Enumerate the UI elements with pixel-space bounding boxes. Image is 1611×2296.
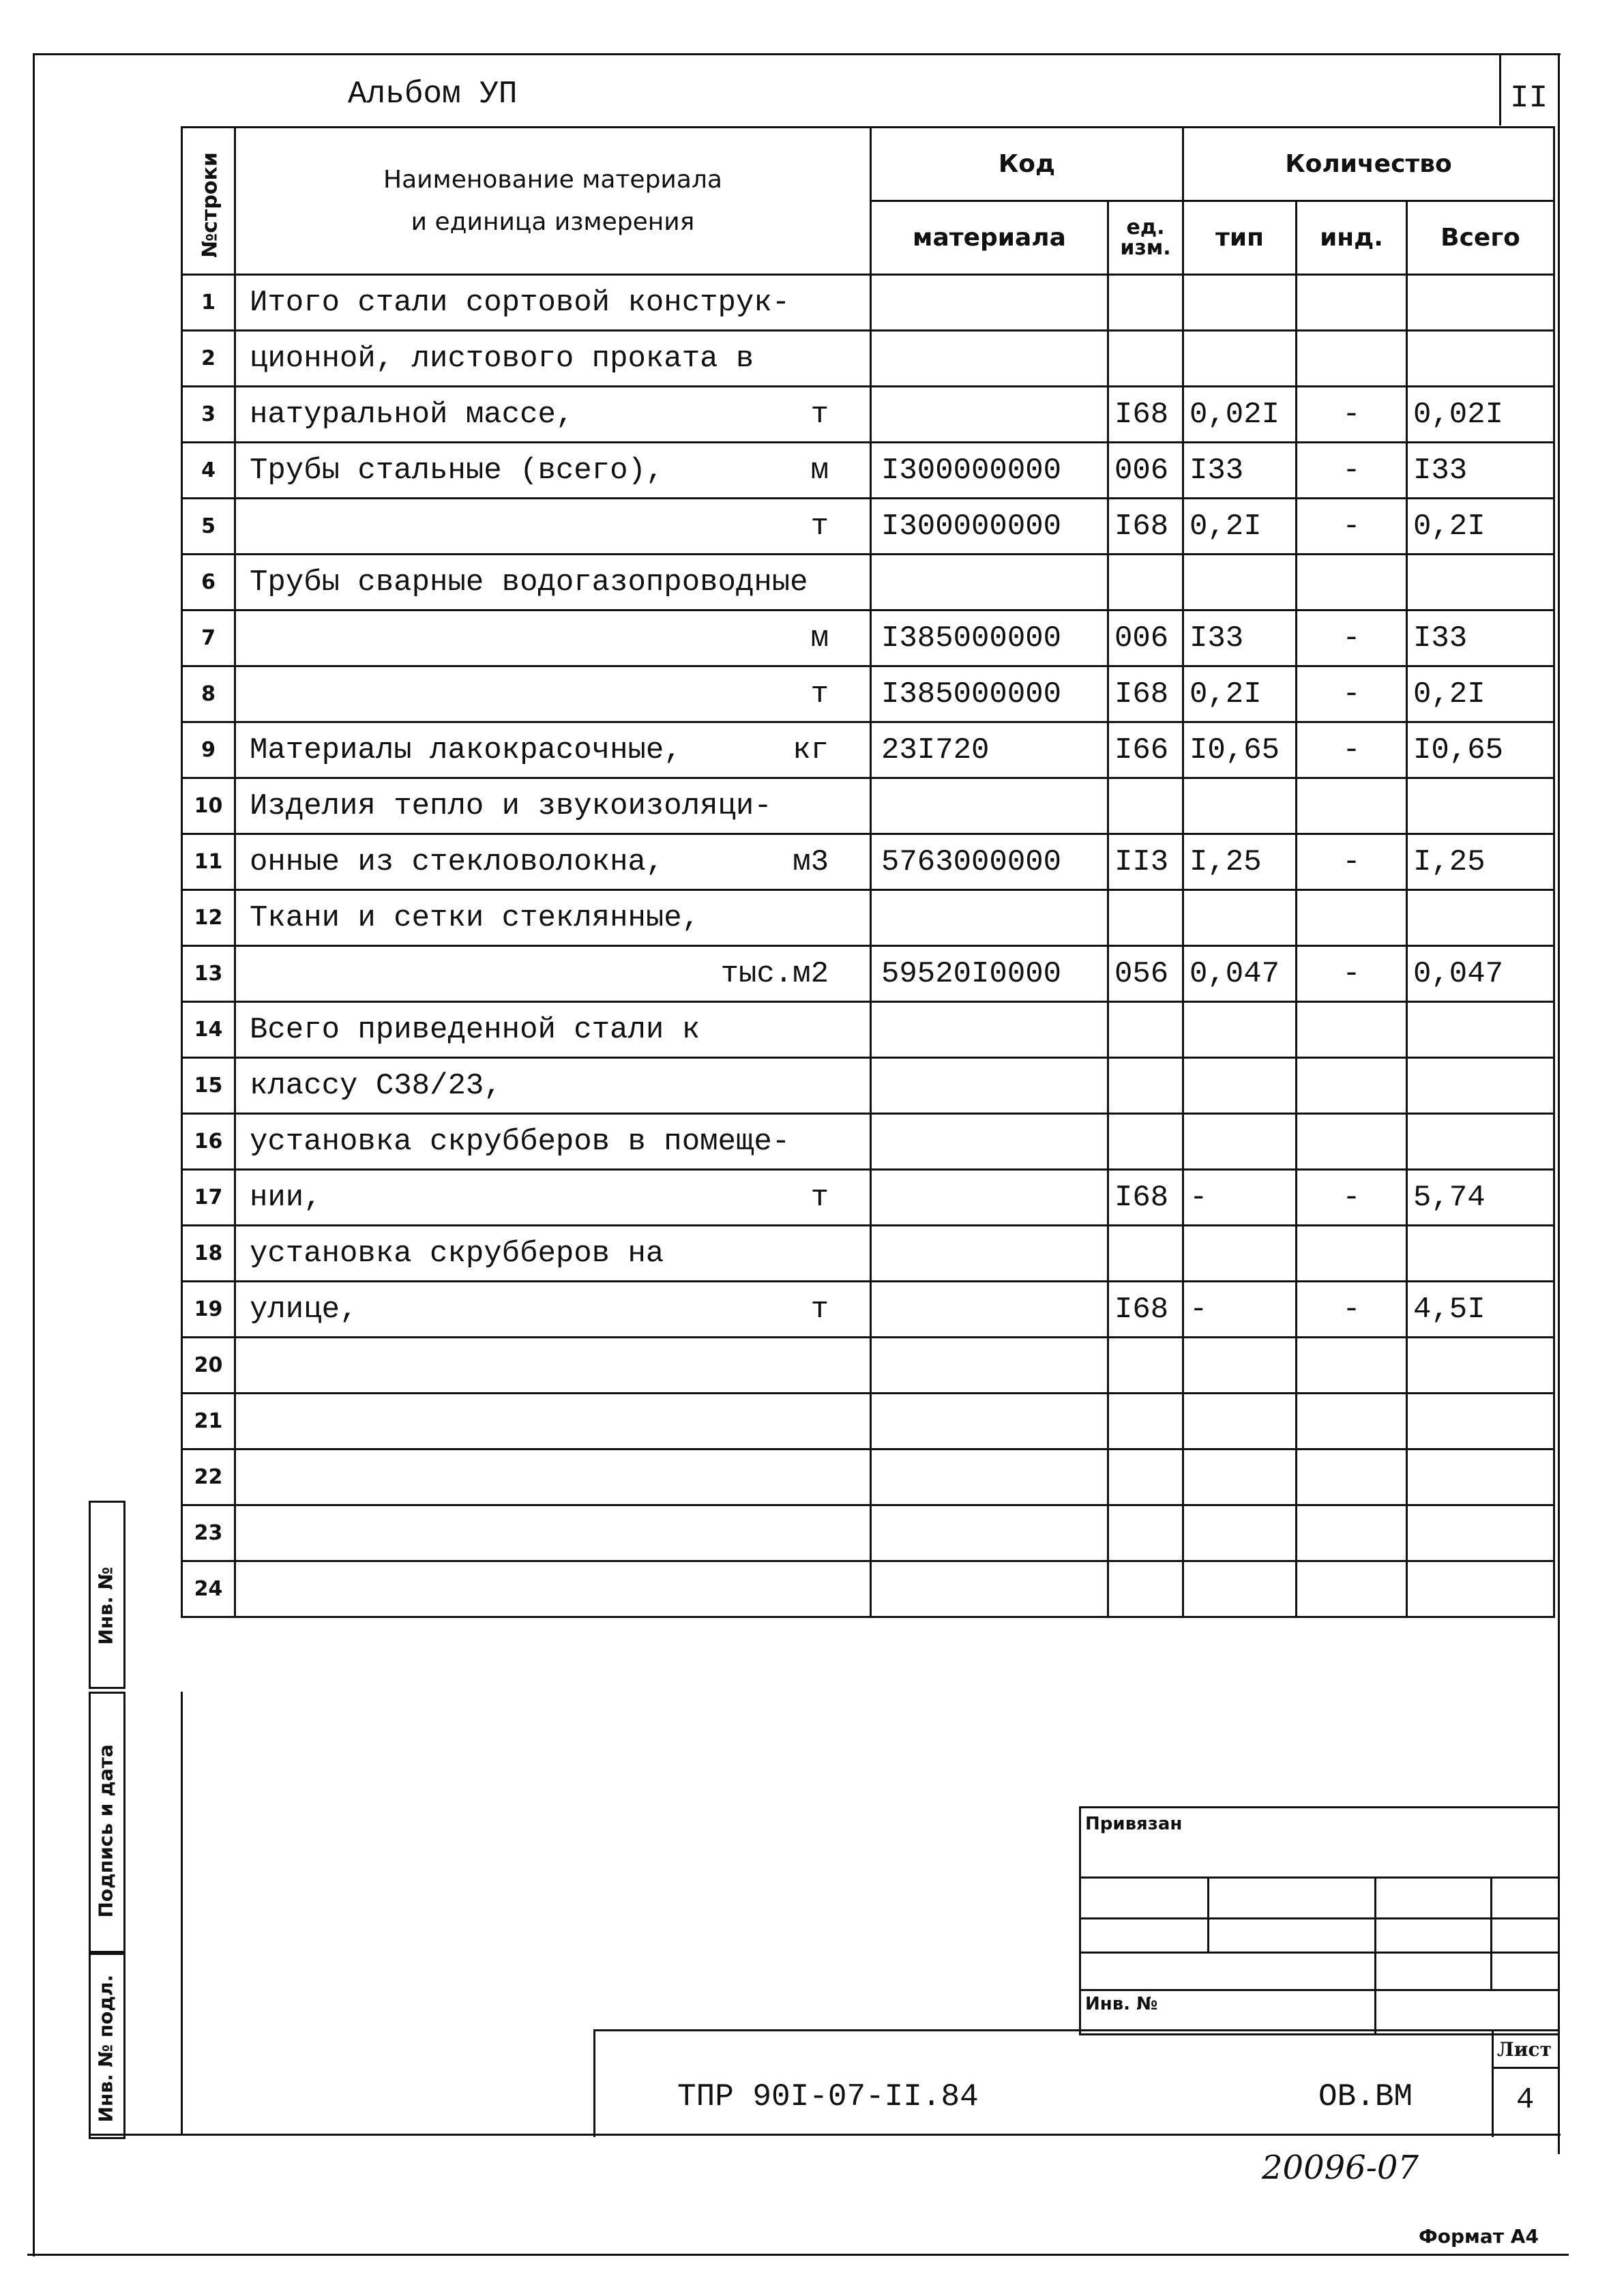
unit-text: т (810, 509, 829, 544)
qty-ind-cell: - (1297, 1282, 1407, 1338)
table-row (182, 890, 1554, 946)
privyazan-inv-label: Инв. № (1085, 1994, 1158, 2014)
qty-type-cell: 0,047 (1183, 946, 1297, 1002)
qty-total-cell (1407, 1338, 1554, 1394)
row-number-cell: 19 (182, 1282, 235, 1338)
row-number-cell: 7 (182, 610, 235, 666)
unit-text: т (810, 1180, 829, 1215)
unit-code-cell (1108, 1338, 1183, 1394)
material-name-cell (235, 331, 871, 387)
table-row (182, 443, 1554, 499)
frame-bottom-line (27, 2254, 1569, 2256)
table-row (182, 1449, 1554, 1505)
table-row (182, 1170, 1554, 1226)
material-name-text: натуральной массе, (250, 397, 574, 432)
side-inv-orig-label: Инв. № подл. (94, 1974, 117, 2123)
qty-total-cell: 0,2I (1407, 666, 1554, 722)
table-row (182, 1002, 1554, 1058)
material-code-cell (871, 1561, 1108, 1617)
row-number-header: №строки (182, 128, 235, 275)
material-name-text: Трубы сварные водогазопроводные (250, 565, 808, 600)
qty-ind-cell (1297, 1505, 1407, 1561)
qty-ind-cell (1297, 1114, 1407, 1170)
unit-code-cell (1108, 1058, 1183, 1114)
qty-total-cell (1407, 1002, 1554, 1058)
unit-text: т (810, 397, 829, 432)
table-row (182, 1561, 1554, 1617)
qty-total-cell (1407, 1505, 1554, 1561)
sheet-number: 4 (1516, 2083, 1535, 2117)
qty-type-cell: - (1183, 1170, 1297, 1226)
qty-ind-cell: - (1297, 387, 1407, 443)
code-unit-header: ед. изм. (1108, 201, 1183, 275)
qty-total-cell: 5,74 (1407, 1170, 1554, 1226)
frame-top-line (33, 53, 1561, 55)
qty-ind-cell: - (1297, 443, 1407, 499)
sheet-label: Лист (1497, 2038, 1552, 2061)
qty-type-cell (1183, 778, 1297, 834)
row-number-cell: 21 (182, 1394, 235, 1449)
unit-code-cell: 006 (1108, 443, 1183, 499)
unit-code-cell (1108, 778, 1183, 834)
unit-code-cell: I68 (1108, 1282, 1183, 1338)
row-number-cell: 1 (182, 275, 235, 331)
qty-total-cell (1407, 890, 1554, 946)
material-name-cell (235, 1058, 871, 1114)
table-row (182, 1226, 1554, 1282)
materials-table (181, 126, 1555, 1618)
privyazan-hline-2 (1081, 1917, 1560, 1919)
qty-type-cell (1183, 331, 1297, 387)
material-name-cell (235, 1449, 871, 1505)
qty-total-cell (1407, 778, 1554, 834)
material-code-cell (871, 1394, 1108, 1449)
qty-ind-cell: - (1297, 666, 1407, 722)
material-code-cell (871, 1226, 1108, 1282)
row-number-cell: 11 (182, 834, 235, 890)
material-code-cell: 5763000000 (871, 834, 1108, 890)
material-name-cell (235, 834, 871, 890)
code-material-header: материала (871, 201, 1108, 275)
side-signature-label: Подпись и дата (94, 1744, 117, 1918)
qty-ind-cell (1297, 890, 1407, 946)
material-name-cell (235, 1002, 871, 1058)
qty-type-cell (1183, 1226, 1297, 1282)
material-name-text: ционной, листового проката в (250, 341, 754, 376)
material-code-cell (871, 387, 1108, 443)
material-code-cell: I300000000 (871, 443, 1108, 499)
material-code-cell (871, 1058, 1108, 1114)
qty-ind-cell (1297, 275, 1407, 331)
material-name-cell (235, 1338, 871, 1394)
side-inv-label: Инв. № (94, 1566, 117, 1645)
material-name-cell (235, 1394, 871, 1449)
qty-ind-cell: - (1297, 722, 1407, 778)
qty-ind-header: инд. (1297, 201, 1407, 275)
qty-type-cell (1183, 1058, 1297, 1114)
code-group-header: Код (871, 128, 1183, 201)
unit-code-cell: I68 (1108, 666, 1183, 722)
row-number-cell: 8 (182, 666, 235, 722)
unit-code-cell (1108, 890, 1183, 946)
table-row (182, 666, 1554, 722)
privyazan-hline-1 (1081, 1876, 1560, 1879)
material-name-cell (235, 555, 871, 610)
unit-code-cell (1108, 1226, 1183, 1282)
qty-ind-cell (1297, 1338, 1407, 1394)
unit-code-cell (1108, 1561, 1183, 1617)
material-code-cell: I300000000 (871, 499, 1108, 555)
material-name-text: Ткани и сетки стеклянные, (250, 900, 700, 935)
table-row (182, 610, 1554, 666)
qty-total-cell: I33 (1407, 610, 1554, 666)
qty-type-cell (1183, 890, 1297, 946)
unit-code-cell (1108, 1114, 1183, 1170)
material-name-cell (235, 610, 871, 666)
unit-code-cell: 056 (1108, 946, 1183, 1002)
qty-total-cell: 0,047 (1407, 946, 1554, 1002)
material-name-cell (235, 890, 871, 946)
qty-total-cell (1407, 1561, 1554, 1617)
table-row (182, 1058, 1554, 1114)
unit-code-cell: I68 (1108, 499, 1183, 555)
material-code-cell (871, 1505, 1108, 1561)
material-name-cell (235, 1114, 871, 1170)
material-name-text: Материалы лакокрасочные, (250, 733, 682, 767)
material-code-cell (871, 331, 1108, 387)
qty-type-cell: I0,65 (1183, 722, 1297, 778)
material-name-text: онные из стекловолокна, (250, 844, 664, 879)
sheet-box-left (1492, 2031, 1494, 2137)
table-row (182, 499, 1554, 555)
table-row (182, 778, 1554, 834)
qty-type-cell: - (1183, 1282, 1297, 1338)
material-name-text: классу С38/23, (250, 1068, 502, 1103)
material-name-text: Трубы стальные (всего), (250, 453, 664, 488)
page-corner-number: II (1510, 80, 1548, 116)
row-number-cell: 3 (182, 387, 235, 443)
material-code-cell (871, 1282, 1108, 1338)
qty-total-cell (1407, 555, 1554, 610)
qty-type-cell (1183, 1394, 1297, 1449)
qty-total-cell (1407, 1058, 1554, 1114)
material-code-cell (871, 1114, 1108, 1170)
qty-ind-cell (1297, 1394, 1407, 1449)
qty-type-cell (1183, 1002, 1297, 1058)
material-name-cell (235, 499, 871, 555)
privyazan-hline-4 (1081, 1989, 1560, 1991)
privyazan-label: Привязан (1085, 1814, 1183, 1834)
unit-code-cell (1108, 1394, 1183, 1449)
material-name-cell (235, 1505, 871, 1561)
material-name-cell (235, 778, 871, 834)
row-number-cell: 13 (182, 946, 235, 1002)
qty-type-cell (1183, 1561, 1297, 1617)
qty-type-cell: I33 (1183, 443, 1297, 499)
material-code-cell (871, 1002, 1108, 1058)
table-row (182, 946, 1554, 1002)
qty-type-cell: I33 (1183, 610, 1297, 666)
qty-type-cell: 0,2I (1183, 666, 1297, 722)
unit-code-cell (1108, 1449, 1183, 1505)
qty-total-cell: I0,65 (1407, 722, 1554, 778)
unit-code-cell (1108, 1002, 1183, 1058)
table-row (182, 834, 1554, 890)
material-name-text: установка скрубберов на (250, 1236, 664, 1271)
title-block (593, 2029, 1560, 2137)
unit-text: м (810, 621, 829, 656)
qty-total-cell: 0,2I (1407, 499, 1554, 555)
table-row (182, 331, 1554, 387)
material-code-cell (871, 1449, 1108, 1505)
material-code-cell: 23I720 (871, 722, 1108, 778)
material-name-cell (235, 1226, 871, 1282)
qty-ind-cell (1297, 1561, 1407, 1617)
row-number-cell: 4 (182, 443, 235, 499)
table-row (182, 555, 1554, 610)
qty-type-cell (1183, 555, 1297, 610)
qty-ind-cell (1297, 1058, 1407, 1114)
material-name-text: нии, (250, 1180, 322, 1215)
qty-ind-cell (1297, 1002, 1407, 1058)
material-name-cell (235, 1170, 871, 1226)
privyazan-vline-2 (1374, 1876, 1376, 2033)
unit-code-cell: I68 (1108, 1170, 1183, 1226)
qty-type-cell: 0,02I (1183, 387, 1297, 443)
row-number-cell: 6 (182, 555, 235, 610)
qty-type-header: тип (1183, 201, 1297, 275)
qty-ind-cell (1297, 1449, 1407, 1505)
material-name-text: Итого стали сортовой конструк- (250, 285, 790, 320)
material-name-cell (235, 1561, 871, 1617)
qty-type-cell: I,25 (1183, 834, 1297, 890)
row-number-cell: 20 (182, 1338, 235, 1394)
unit-text: т (810, 677, 829, 711)
qty-ind-cell (1297, 331, 1407, 387)
qty-total-cell (1407, 1449, 1554, 1505)
unit-text: м (810, 453, 829, 488)
qty-total-cell: 0,02I (1407, 387, 1554, 443)
qty-total-cell (1407, 1114, 1554, 1170)
material-name-header: Наименование материала и единица измерения (235, 128, 871, 275)
qty-total-header: Всего (1407, 201, 1554, 275)
table-row (182, 1282, 1554, 1338)
material-code-cell (871, 1338, 1108, 1394)
row-number-cell: 22 (182, 1449, 235, 1505)
privyazan-hline-3 (1081, 1952, 1560, 1954)
row-number-cell: 9 (182, 722, 235, 778)
table-row (182, 275, 1554, 331)
table-row (182, 722, 1554, 778)
doc-suffix: ОВ.ВМ (1318, 2079, 1413, 2115)
row-number-cell: 17 (182, 1170, 235, 1226)
material-name-text: Всего приведенной стали к (250, 1012, 700, 1047)
material-name-text: установка скрубберов в помеще- (250, 1124, 790, 1159)
unit-code-cell (1108, 1505, 1183, 1561)
qty-type-cell: 0,2I (1183, 499, 1297, 555)
table-row (182, 387, 1554, 443)
qty-total-cell (1407, 1394, 1554, 1449)
unit-code-cell (1108, 275, 1183, 331)
privyazan-vline-1 (1207, 1876, 1209, 1952)
row-number-cell: 14 (182, 1002, 235, 1058)
frame-left-line (33, 53, 35, 2256)
qty-type-cell (1183, 1449, 1297, 1505)
qty-total-cell: I,25 (1407, 834, 1554, 890)
format-label: Формат А4 (1419, 2225, 1539, 2248)
unit-code-cell (1108, 555, 1183, 610)
sheet-box-divider (1492, 2067, 1560, 2069)
unit-text: кг (793, 733, 829, 767)
material-name-cell (235, 275, 871, 331)
qty-type-cell (1183, 1338, 1297, 1394)
material-name-text: улице, (250, 1292, 358, 1327)
album-title: Альбом УП (348, 76, 518, 112)
row-number-cell: 15 (182, 1058, 235, 1114)
unit-code-cell: 006 (1108, 610, 1183, 666)
qty-type-cell (1183, 1114, 1297, 1170)
qty-total-cell (1407, 275, 1554, 331)
material-name-cell (235, 946, 871, 1002)
qty-ind-cell: - (1297, 946, 1407, 1002)
row-number-cell: 5 (182, 499, 235, 555)
row-number-cell: 24 (182, 1561, 235, 1617)
unit-code-cell: II3 (1108, 834, 1183, 890)
material-code-cell: 59520I0000 (871, 946, 1108, 1002)
qty-ind-cell: - (1297, 834, 1407, 890)
row-number-cell: 23 (182, 1505, 235, 1561)
qty-ind-cell (1297, 778, 1407, 834)
material-name-cell (235, 666, 871, 722)
unit-code-cell: I66 (1108, 722, 1183, 778)
handwritten-number: 20096-07 (1262, 2149, 1419, 2187)
row-number-cell: 16 (182, 1114, 235, 1170)
row-number-cell: 18 (182, 1226, 235, 1282)
material-code-cell (871, 890, 1108, 946)
material-name-cell (235, 387, 871, 443)
material-code-cell (871, 555, 1108, 610)
unit-code-cell: I68 (1108, 387, 1183, 443)
privyazan-block (1079, 1806, 1560, 2035)
doc-code: ТПР 90I-07-II.84 (677, 2079, 979, 2115)
qty-ind-cell (1297, 555, 1407, 610)
qty-total-cell (1407, 1226, 1554, 1282)
qty-type-cell (1183, 275, 1297, 331)
row-number-cell: 2 (182, 331, 235, 387)
material-name-cell (235, 1282, 871, 1338)
material-name-cell (235, 722, 871, 778)
table-row (182, 1394, 1554, 1449)
qty-ind-cell: - (1297, 499, 1407, 555)
qty-ind-cell: - (1297, 1170, 1407, 1226)
row-number-cell: 12 (182, 890, 235, 946)
material-name-text: Изделия тепло и звукоизоляци- (250, 789, 772, 823)
unit-text: т (810, 1292, 829, 1327)
material-code-cell (871, 778, 1108, 834)
qty-ind-cell (1297, 1226, 1407, 1282)
table-row (182, 1114, 1554, 1170)
material-code-cell (871, 1170, 1108, 1226)
row-number-cell: 10 (182, 778, 235, 834)
qty-total-cell: 4,5I (1407, 1282, 1554, 1338)
privyazan-vline-3 (1490, 1876, 1492, 1989)
qty-total-cell: I33 (1407, 443, 1554, 499)
table-row (182, 1505, 1554, 1561)
material-name-cell (235, 443, 871, 499)
unit-code-cell (1108, 331, 1183, 387)
table-row (182, 1338, 1554, 1394)
qty-type-cell (1183, 1505, 1297, 1561)
qty-total-cell (1407, 331, 1554, 387)
unit-text: тыс.м2 (720, 956, 829, 991)
material-code-cell: I385000000 (871, 666, 1108, 722)
material-code-cell: I385000000 (871, 610, 1108, 666)
quantity-group-header: Количество (1183, 128, 1554, 201)
unit-text: м3 (793, 844, 829, 879)
material-code-cell (871, 275, 1108, 331)
lower-left-rule (181, 1692, 183, 2135)
qty-ind-cell: - (1297, 610, 1407, 666)
